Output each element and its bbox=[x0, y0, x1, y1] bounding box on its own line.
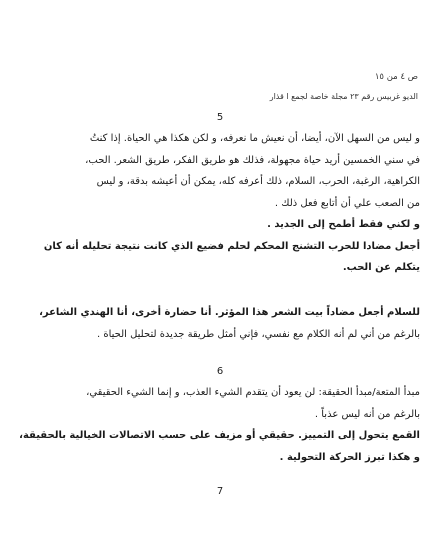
text-line: و هكذا تبرز الحركة التحولية . bbox=[279, 451, 420, 463]
section-5-paragraph-2 bbox=[18, 302, 420, 345]
section-number-5: 5 bbox=[216, 112, 224, 123]
text-line: القمع يتحول إلى التمييز. حقيقي أو مزيف على حسب الاتصالات الخيالية بالحقيقة، bbox=[19, 430, 420, 441]
journal-header: الديو غربيس رقم ٢٣ مجلة خاصة لجمع ا قذار bbox=[269, 92, 418, 101]
section-6-paragraph bbox=[18, 382, 420, 468]
text-line: و لكني فقط أطمح إلى الجديد . bbox=[267, 219, 420, 230]
text-line: بالرغم من أني لم أنه الكلام مع نفسي، فإني أمثل طريقة جديدة لتحليل الحياة . bbox=[96, 328, 420, 340]
text-line: أجعل مضادا للحرب التشنج المحكم لحلم فضيع الذي كانت نتيجة تحليله أنه كان bbox=[43, 240, 420, 252]
text-line: من الصعب علي أن أتابع فعل ذلك . bbox=[274, 197, 420, 209]
text-line: مبدأ المتعة/مبدأ الحقيقة: لن يعود أن يتقدم الشيء العذب، و إنما الشيء الحقيقي، bbox=[86, 387, 420, 398]
page-number: ص ٤ من ١٥ bbox=[374, 72, 418, 82]
text-line: يتكلم عن الحب. bbox=[342, 262, 420, 273]
text-line: للسلام أجعل مضاداً بيت الشعر هذا المؤثر. أنا حضارة أخرى، أنا الهندي الشاعر، bbox=[39, 307, 420, 318]
text-line: الكراهية، الرغبة، الحرب، السلام، ذلك أعرفه كله، يمكن أن أعيشه بدقة، و ليس bbox=[96, 176, 420, 187]
section-number-6: 6 bbox=[216, 366, 224, 377]
text-line: في سني الخمسين أريد حياة مجهولة، فذلك هو طريق الفكر، طريق الشعر. الحب، bbox=[85, 154, 420, 166]
text-line: و ليس من السهل الآن، أيضا، أن نعيش ما نعرفه، و لكن هكذا هي الحياة. إذا كنتُ bbox=[89, 133, 420, 144]
section-number-7: 7 bbox=[216, 486, 224, 497]
text-line: بالرغم من أنه ليس عذباً . bbox=[314, 408, 420, 420]
section-5-paragraph-1 bbox=[18, 128, 420, 279]
